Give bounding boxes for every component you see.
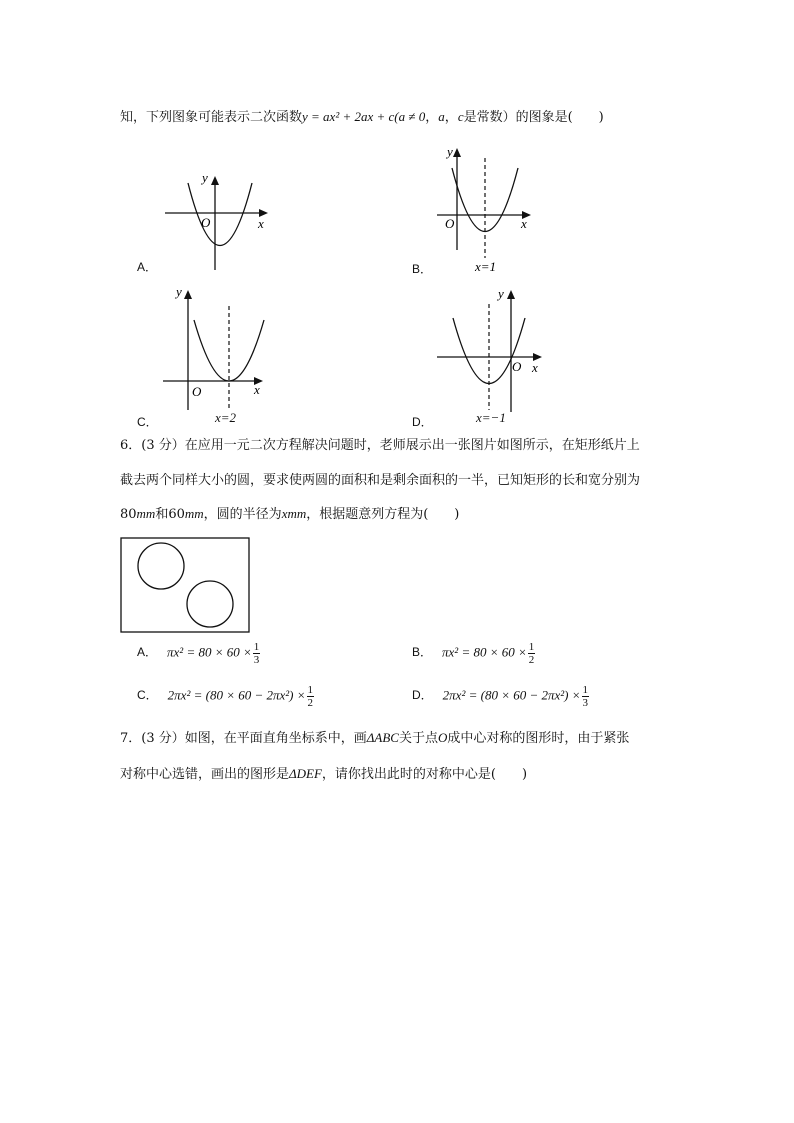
x-axis-label: x (254, 382, 260, 397)
q5-option-d-letter[interactable]: D． (412, 415, 433, 429)
q7-line-2-a: 对称中心选错，画出的图形是 (120, 767, 290, 782)
x-axis-label: x (258, 216, 264, 231)
q7-point-o: O (437, 730, 448, 745)
y-axis-arrow (507, 290, 515, 299)
q6-option-a[interactable] (137, 641, 260, 666)
q5-option-a-graph (160, 168, 280, 278)
circle-2 (187, 581, 233, 627)
q7-line-2-b: ，请你找出此时的对称中心是( ) (321, 767, 528, 782)
origin-label: O (192, 384, 202, 399)
fraction-numerator: 1 (582, 684, 589, 696)
q5-stem-mid: ， (425, 110, 439, 125)
q6-radius-text: ，圆的半径为 (203, 507, 282, 522)
y-axis-label: y (176, 284, 182, 299)
q6-line-3 (120, 505, 459, 524)
fraction-numerator: 1 (528, 641, 535, 653)
q6-option-d-fraction (582, 684, 590, 709)
q7-line-1-a: 7．(3 分）如图，在平面直角坐标系中，画 (120, 731, 367, 746)
q5-option-b-graph (435, 140, 545, 275)
origin-label: O (445, 216, 455, 231)
q7-line-2 (120, 765, 527, 784)
parabola (188, 183, 252, 246)
q5-stem-a: a (438, 109, 445, 124)
y-axis-arrow (453, 148, 461, 157)
q6-option-d-formula: 2πx² = (80 × 60 − 2πx²) × (442, 687, 581, 703)
q6-figure (120, 537, 252, 635)
q5-stem-sep: ， (444, 110, 458, 125)
q6-option-b-fraction (528, 641, 536, 666)
y-axis-label: y (498, 286, 504, 301)
q6-option-b-formula: πx² = 80 × 60 × (442, 644, 527, 660)
q5-option-b-letter[interactable]: B． (412, 262, 433, 276)
q5-option-c-letter[interactable]: C． (137, 415, 158, 429)
q5-option-c-caption: x=2 (215, 410, 237, 425)
q6-option-a-letter: A． (137, 645, 158, 660)
q6-option-b-letter: B． (412, 645, 433, 660)
fraction-denominator: 2 (307, 697, 314, 709)
q6-line-1: 6．(3 分）在应用一元二次方程解决问题时，老师展示出一张图片如图所示，在矩形纸片上 (120, 438, 640, 453)
q7-line-1-b: 关于点 (398, 731, 438, 746)
q6-line-2: 截去两个同样大小的圆，要求使两圆的面积和是剩余面积的一半，已知矩形的长和宽分别为 (120, 473, 641, 488)
q6-option-b[interactable] (412, 641, 535, 666)
y-axis-arrow (211, 176, 219, 185)
symmetry-caption: x=1 (475, 259, 497, 274)
origin-label: O (201, 215, 211, 230)
q6-line-3-end: ，根据题意列方程为( ) (306, 507, 460, 522)
q7-line-1 (120, 729, 629, 748)
q5-stem-prefix: 知，下列图象可能表示二次函数 (120, 110, 303, 125)
x-axis-label: x (521, 216, 527, 231)
y-axis-arrow (184, 290, 192, 299)
q5-stem (120, 108, 604, 127)
q6-length-value: 80 (120, 507, 137, 522)
rectangle (121, 538, 249, 632)
q7-triangle-abc: ΔABC (366, 730, 399, 745)
q6-option-a-formula: πx² = 80 × 60 × (167, 644, 252, 660)
q5-option-d-caption: x=−1 (476, 410, 506, 425)
y-axis-label: y (202, 170, 208, 185)
q7-triangle-def: ΔDEF (289, 766, 322, 781)
q6-option-c[interactable] (137, 684, 314, 709)
fraction-denominator: 3 (253, 654, 260, 666)
q6-option-a-fraction (253, 641, 261, 666)
q5-option-c-graph (160, 280, 280, 415)
q6-option-c-letter: C． (137, 688, 158, 703)
x-axis-label: x (532, 360, 538, 375)
q6-option-d[interactable] (412, 684, 589, 709)
q6-option-c-fraction (307, 684, 315, 709)
origin-label: O (512, 359, 522, 374)
q6-unit-2: mm (184, 506, 204, 521)
q5-option-a-letter[interactable]: A． (137, 260, 158, 274)
q5-option-d-graph (435, 282, 550, 417)
fraction-numerator: 1 (253, 641, 260, 653)
fraction-numerator: 1 (307, 684, 314, 696)
circle-1 (138, 543, 184, 589)
q6-width-value: 60 (168, 507, 185, 522)
q6-option-d-letter: D． (412, 688, 433, 703)
q5-stem-formula: y = ax² + 2ax + c(a ≠ 0 (302, 109, 426, 124)
q5-stem-suffix: 是常数）的图象是( ) (463, 110, 604, 125)
fraction-denominator: 2 (528, 654, 535, 666)
q7-line-1-c: 成中心对称的图形时，由于紧张 (447, 731, 630, 746)
q5-stem-c: c (457, 109, 464, 124)
q6-radius-var: xmm (281, 506, 307, 521)
fraction-denominator: 3 (582, 697, 589, 709)
q6-and: 和 (155, 507, 169, 522)
q6-unit-1: mm (136, 506, 156, 521)
y-axis-label: y (447, 144, 453, 159)
q6-option-c-formula: 2πx² = (80 × 60 − 2πx²) × (167, 687, 306, 703)
